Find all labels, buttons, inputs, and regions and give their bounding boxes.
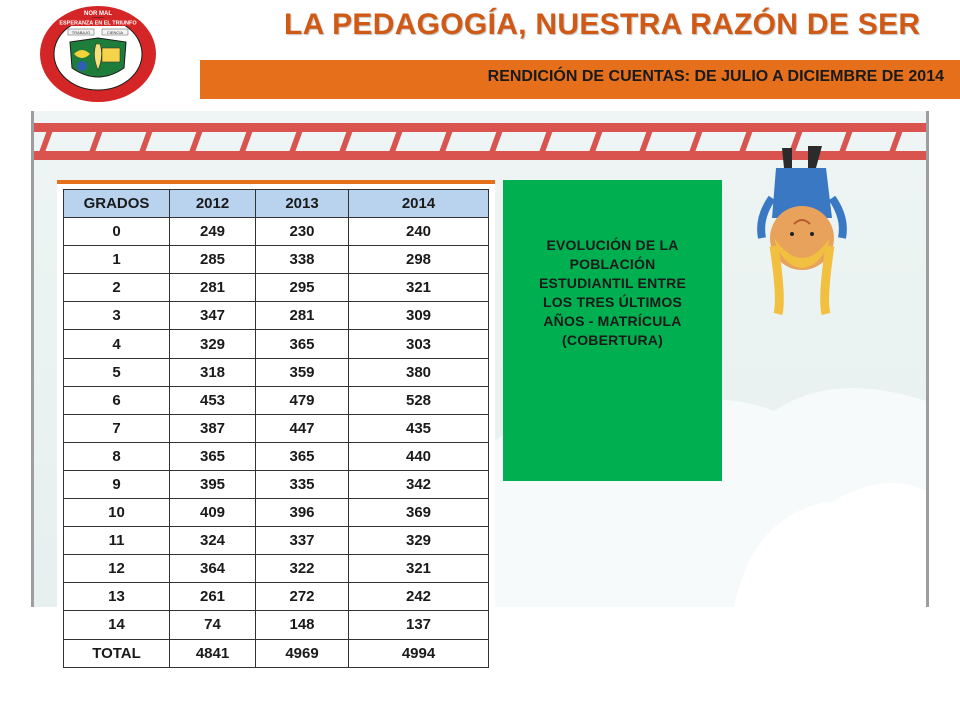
cell-value: 281 (170, 274, 256, 302)
cell-value: 74 (170, 611, 256, 639)
table-row (64, 414, 489, 442)
cell-value: 435 (349, 414, 489, 442)
table-row (64, 583, 489, 611)
cell-grado: 6 (64, 386, 170, 414)
cell-grado: 11 (64, 527, 170, 555)
table-header-row (64, 190, 489, 218)
subtitle-text: RENDICIÓN DE CUENTAS: DE JULIO A DICIEMBRE DE 2014 (487, 68, 944, 85)
cell-value: 321 (349, 555, 489, 583)
table-row (64, 358, 489, 386)
cell-grado: 8 (64, 442, 170, 470)
cell-value: 285 (170, 246, 256, 274)
cell-value: 321 (349, 274, 489, 302)
info-box-text: EVOLUCIÓN DE LA POBLACIÓN ESTUDIANTIL ENTRE LOS TRES ÚLTIMOS AÑOS - MATRÍCULA (COBERTURA) (538, 237, 687, 348)
cell-value: 281 (256, 302, 349, 330)
cell-value: 380 (349, 358, 489, 386)
cell-value: 365 (170, 442, 256, 470)
cell-value: 298 (349, 246, 489, 274)
cell-value: 295 (256, 274, 349, 302)
girl-hanging-upside-down-icon (752, 138, 852, 318)
cell-value: 365 (256, 442, 349, 470)
cell-value: 324 (170, 527, 256, 555)
cell-value: 337 (256, 527, 349, 555)
cell-grado: 14 (64, 611, 170, 639)
table-row (64, 470, 489, 498)
school-logo (38, 4, 158, 104)
table-row (64, 555, 489, 583)
cell-total-value: 4994 (349, 639, 489, 667)
enrollment-table (63, 189, 489, 668)
cell-grado: 2 (64, 274, 170, 302)
table-row (64, 386, 489, 414)
table-row (64, 274, 489, 302)
cell-grado: 12 (64, 555, 170, 583)
cell-value: 359 (256, 358, 349, 386)
logo-ribbon-left: TRABAJO (71, 29, 91, 35)
cell-grado: 10 (64, 499, 170, 527)
table-row (64, 246, 489, 274)
cell-value: 335 (256, 470, 349, 498)
cell-value: 309 (349, 302, 489, 330)
col-header-grados: GRADOS (64, 190, 170, 218)
enrollment-table-card (57, 180, 495, 692)
cell-value: 409 (170, 499, 256, 527)
cell-value: 528 (349, 386, 489, 414)
col-header-2013: 2013 (256, 190, 349, 218)
page-title: LA PEDAGOGÍA, NUESTRA RAZÓN DE SER (284, 8, 921, 41)
table-row (64, 218, 489, 246)
cell-value: 329 (170, 330, 256, 358)
subtitle-bar (200, 60, 960, 99)
cell-value: 261 (170, 583, 256, 611)
cell-total-label: TOTAL (64, 639, 170, 667)
cell-grado: 7 (64, 414, 170, 442)
cell-value: 369 (349, 499, 489, 527)
logo-ribbon-right: CIENCIA (106, 29, 124, 35)
logo-banner-text: ESPERANZA EN EL TRIUNFO (59, 20, 137, 27)
cell-value: 249 (170, 218, 256, 246)
cell-grado: 5 (64, 358, 170, 386)
table-row (64, 527, 489, 555)
cell-value: 137 (349, 611, 489, 639)
cell-grado: 13 (64, 583, 170, 611)
cell-value: 329 (349, 527, 489, 555)
cell-grado: 9 (64, 470, 170, 498)
cell-value: 387 (170, 414, 256, 442)
table-row (64, 330, 489, 358)
cell-grado: 0 (64, 218, 170, 246)
col-header-2012: 2012 (170, 190, 256, 218)
cell-grado: 4 (64, 330, 170, 358)
info-box (503, 180, 722, 481)
cell-value: 230 (256, 218, 349, 246)
cell-value: 453 (170, 386, 256, 414)
cell-value: 303 (349, 330, 489, 358)
table-row (64, 611, 489, 639)
cell-value: 240 (349, 218, 489, 246)
table-row (64, 499, 489, 527)
cell-value: 318 (170, 358, 256, 386)
cell-value: 440 (349, 442, 489, 470)
cell-value: 364 (170, 555, 256, 583)
cell-grado: 3 (64, 302, 170, 330)
col-header-2014: 2014 (349, 190, 489, 218)
cell-value: 347 (170, 302, 256, 330)
cell-value: 479 (256, 386, 349, 414)
logo-top-word: NOR MAL (84, 11, 112, 17)
cell-value: 396 (256, 499, 349, 527)
cell-value: 395 (170, 470, 256, 498)
table-total-row (64, 639, 489, 667)
cell-total-value: 4841 (170, 639, 256, 667)
cell-value: 322 (256, 555, 349, 583)
cell-value: 365 (256, 330, 349, 358)
cell-value: 447 (256, 414, 349, 442)
cell-grado: 1 (64, 246, 170, 274)
cell-value: 342 (349, 470, 489, 498)
cell-value: 148 (256, 611, 349, 639)
cell-value: 338 (256, 246, 349, 274)
cell-value: 272 (256, 583, 349, 611)
cell-total-value: 4969 (256, 639, 349, 667)
cell-value: 242 (349, 583, 489, 611)
table-row (64, 302, 489, 330)
table-row (64, 442, 489, 470)
